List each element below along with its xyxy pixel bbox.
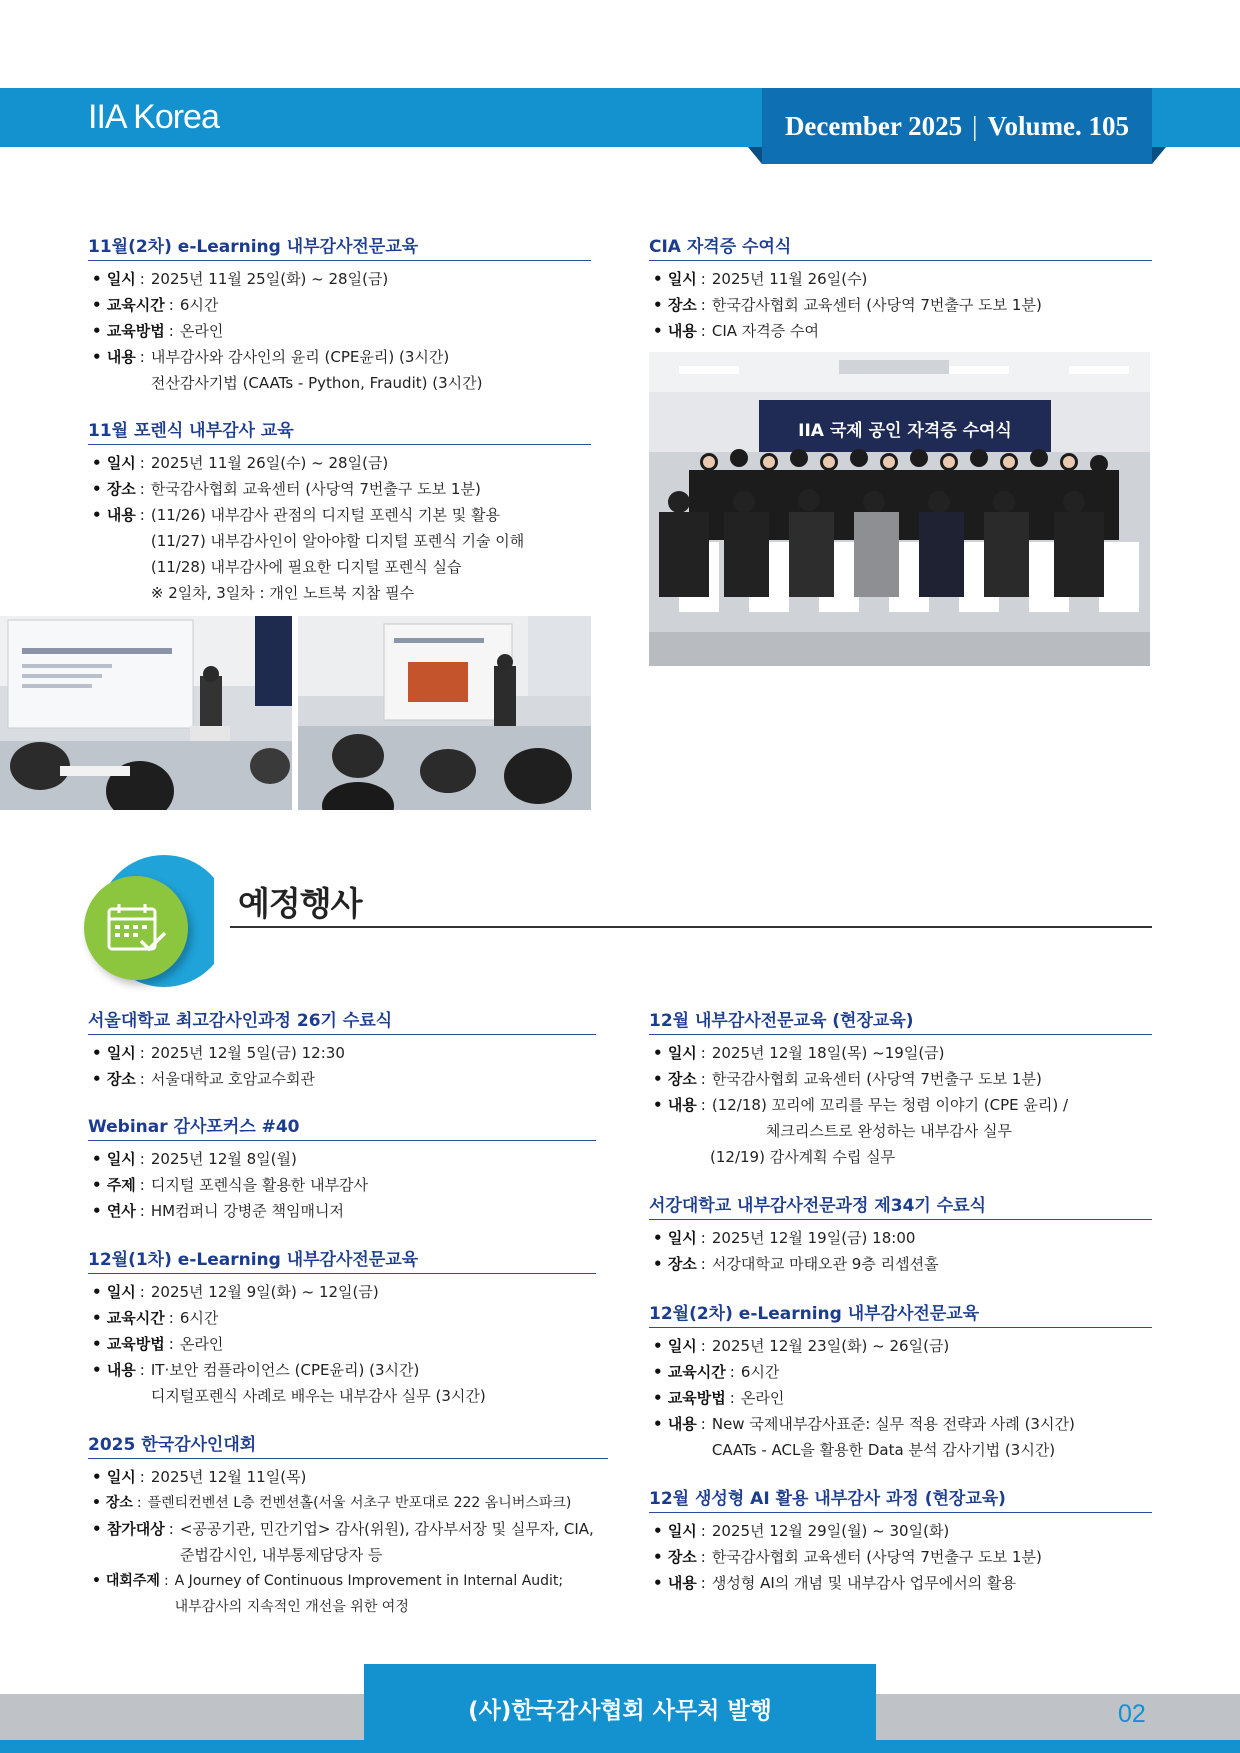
event-title: CIA 자격증 수여식 [649,232,1152,261]
event-row: • 일시 : 2025년 12월 19일(금) 18:00 [649,1225,1152,1251]
event-sogang-graduation [649,1191,1152,1277]
event-elearning-dec2 [649,1299,1152,1463]
row-key: • 교육방법 [92,1331,165,1357]
row-value: 2025년 12월 11일(목) [150,1468,307,1486]
row-value: IT·보안 컴플라이언스 (CPE윤리) (3시간) [150,1361,420,1379]
event-title: 2025 한국감사인대회 [88,1430,608,1459]
row-value: 2025년 12월 18일(목) ~19일(금) [711,1044,945,1062]
row-key: • 일시 [92,1279,136,1305]
row-value: (12/18) 꼬리에 꼬리를 무는 청렴 이야기 (CPE 윤리) / [711,1096,1069,1114]
event-row: • 일시 : 2025년 11월 25일(화) ~ 28일(금) [88,266,591,292]
row-value: 2025년 12월 29일(월) ~ 30일(화) [711,1522,950,1540]
event-row: • 장소 : 플렌티컨벤션 L층 컨벤션홀(서울 서초구 반포대로 222 옴니버스파크) [88,1490,608,1516]
event-row: • 내용 : (11/26) 내부감사 관점의 디지털 포렌식 기본 및 활용 (11/27) 내부감사인이 알아야할 디지털 포렌식 기술 이해 (11/28) 내부감사에 필요한 디지털 포렌식 실습 ※ 2일차, 3일차 : 개인 노트북 지참 필수 [88,502,591,606]
row-value: 내부감사와 감사인의 윤리 (CPE윤리) (3시간) [150,348,450,366]
event-row: • 교육방법 : 온라인 [649,1385,1152,1411]
row-value: 2025년 12월 8일(월) [150,1150,297,1168]
row-value: 6시간 [740,1363,780,1381]
event-row: • 일시 : 2025년 12월 8일(월) [88,1146,596,1172]
publisher-text: (사)한국감사협회 사무처 발행 [468,1698,772,1724]
event-row: • 연사 : HM컴퍼니 강병준 책임매니저 [88,1198,596,1224]
footer-publisher [364,1664,876,1753]
row-key: • 장소 [653,1251,697,1277]
brand-logo-text: IIA Korea [88,98,219,136]
row-note: ※ 2일차, 3일차 : 개인 노트북 지참 필수 [150,584,415,602]
row-key: • 장소 [653,1066,697,1092]
forensic-class-photo-2 [298,616,591,810]
issue-separator: | [972,110,978,141]
event-row: • 일시 : 2025년 12월 5일(금) 12:30 [88,1040,596,1066]
event-snu-graduation [88,1006,596,1092]
cia-banner-text: IIA 국제 공인 자격증 수여식 [798,421,1012,441]
cia-group-photo [649,352,1150,666]
issue-tab-fold-left [748,147,762,164]
row-value: 2025년 12월 5일(금) 12:30 [150,1044,345,1062]
row-key: • 일시 [92,1464,136,1490]
event-row: • 교육시간 : 6시간 [649,1359,1152,1385]
event-row [649,1144,1152,1170]
row-value: 2025년 12월 23일(화) ~ 26일(금) [711,1337,950,1355]
row-value: 한국감사협회 교육센터 (사당역 7번출구 도보 1분) [711,1070,1042,1088]
row-key: • 장소 [92,1066,136,1092]
row-value: New 국제내부감사표준: 실무 적용 전략과 사례 (3시간) [711,1415,1075,1433]
row-value: <공공기관, 민간기업> 감사(위원), 감사부서장 및 실무자, CIA, [179,1520,594,1538]
event-row: • 내용 : New 국제내부감사표준: 실무 적용 전략과 사례 (3시간) CAATs - ACL을 활용한 Data 분석 감사기법 (3시간) [649,1411,1152,1463]
row-key: • 교육시간 [653,1359,726,1385]
row-value: CIA 자격증 수여 [711,322,820,340]
calendar-check-icon [84,876,188,980]
row-key: • 장소 [92,1490,133,1516]
row-value: 생성형 AI의 개념 및 내부감사 업무에서의 활용 [711,1574,1016,1592]
schedule-heading: 예정행사 [238,884,362,923]
row-key: • 교육시간 [92,1305,165,1331]
row-key: • 내용 [653,318,697,344]
row-key: • 일시 [653,266,697,292]
forensic-class-photo-1 [0,616,292,810]
row-value: A Journey of Continuous Improvement in Internal Audit; [174,1573,564,1589]
event-row: • 일시 : 2025년 11월 26일(수) ~ 28일(금) [88,450,591,476]
row-value: 내부감사의 지속적인 개선을 위한 여정 [174,1599,409,1615]
event-title: 12월(1차) e-Learning 내부감사전문교육 [88,1245,596,1274]
event-row: • 일시 : 2025년 12월 23일(화) ~ 26일(금) [649,1333,1152,1359]
event-row: • 주제 : 디지털 포렌식을 활용한 내부감사 [88,1172,596,1198]
event-row: • 교육시간 : 6시간 [88,1305,596,1331]
row-key: • 일시 [653,1333,697,1359]
event-row: • 장소 : 한국감사협회 교육센터 (사당역 7번출구 도보 1분) [88,476,591,502]
event-row: • 장소 : 한국감사협회 교육센터 (사당역 7번출구 도보 1분) [649,1066,1152,1092]
row-value: 플렌티컨벤션 L층 컨벤션홀(서울 서초구 반포대로 222 옴니버스파크) [147,1495,572,1511]
issue-tab-fold-right [1152,147,1166,164]
row-value: 서울대학교 호암교수회관 [150,1070,316,1088]
row-value: 2025년 12월 9일(화) ~ 12일(금) [150,1283,379,1301]
event-genai-course [649,1484,1152,1596]
row-key: • 일시 [92,1146,136,1172]
event-row: • 일시 : 2025년 12월 11일(목) [88,1464,608,1490]
event-title: 11월 포렌식 내부감사 교육 [88,416,591,445]
row-value: 온라인 [740,1389,785,1407]
row-key: • 일시 [653,1040,697,1066]
row-value: HM컴퍼니 강병준 책임매니저 [150,1202,345,1220]
event-row: • 장소 : 한국감사협회 교육센터 (사당역 7번출구 도보 1분) [649,292,1152,318]
page-number: 02 [1118,1700,1146,1728]
row-key: • 내용 [653,1092,697,1144]
row-value: 6시간 [179,296,219,314]
event-title: 서울대학교 최고감사인과정 26기 수료식 [88,1006,596,1035]
row-key: • 장소 [653,292,697,318]
row-key: • 일시 [92,450,136,476]
event-row: • 장소 : 서울대학교 호암교수회관 [88,1066,596,1092]
event-row: • 교육방법 : 온라인 [88,318,591,344]
event-webinar-40 [88,1112,596,1224]
event-row: • 내용 : IT·보안 컴플라이언스 (CPE윤리) (3시간) 디지털포렌식 사례로 배우는 내부감사 실무 (3시간) [88,1357,596,1409]
event-title: 12월 생성형 AI 활용 내부감사 과정 (현장교육) [649,1484,1152,1513]
event-row: • 일시 : 2025년 12월 18일(목) ~19일(금) [649,1040,1152,1066]
event-row: • 교육시간 : 6시간 [88,292,591,318]
issue-tab [762,88,1152,164]
row-value: 서강대학교 마태오관 9층 리셉션홀 [711,1255,939,1273]
row-key: • 대회주제 [92,1568,160,1620]
event-row: • 일시 : 2025년 12월 29일(월) ~ 30일(화) [649,1518,1152,1544]
row-value: CAATs - ACL을 활용한 Data 분석 감사기법 (3시간) [711,1441,1056,1459]
row-value: 한국감사협회 교육센터 (사당역 7번출구 도보 1분) [711,296,1042,314]
event-row: • 내용 : CIA 자격증 수여 [649,318,1152,344]
row-key: • 내용 [92,1357,136,1409]
row-value: (11/27) 내부감사인이 알아야할 디지털 포렌식 기술 이해 [150,532,525,550]
event-title: Webinar 감사포커스 #40 [88,1112,596,1141]
row-value: 2025년 12월 19일(금) 18:00 [711,1229,916,1247]
event-onsite-dec [649,1006,1152,1170]
event-elearning-dec1 [88,1245,596,1409]
issue-month: December 2025 [784,110,963,141]
row-key: • 교육방법 [92,318,165,344]
row-value: (11/26) 내부감사 관점의 디지털 포렌식 기본 및 활용 [150,506,500,524]
event-row: • 내용 : 생성형 AI의 개념 및 내부감사 업무에서의 활용 [649,1570,1152,1596]
event-row: • 일시 : 2025년 11월 26일(수) [649,266,1152,292]
event-title: 12월(2차) e-Learning 내부감사전문교육 [649,1299,1152,1328]
event-title: 서강대학교 내부감사전문과정 제34기 수료식 [649,1191,1152,1220]
row-key: • 주제 [92,1172,136,1198]
event-row: • 장소 : 서강대학교 마태오관 9층 리셉션홀 [649,1251,1152,1277]
row-value: 한국감사협회 교육센터 (사당역 7번출구 도보 1분) [150,480,481,498]
row-key: • 내용 [653,1411,697,1463]
row-key: • 내용 [92,344,136,396]
event-cia-ceremony [649,232,1152,344]
row-key: • 일시 [653,1518,697,1544]
row-value: 6시간 [179,1309,219,1327]
event-row: • 일시 : 2025년 12월 9일(화) ~ 12일(금) [88,1279,596,1305]
row-key: • 일시 [653,1225,697,1251]
event-row: • 장소 : 한국감사협회 교육센터 (사당역 7번출구 도보 1분) [649,1544,1152,1570]
row-value: 2025년 11월 26일(수) ~ 28일(금) [150,454,389,472]
event-row: • 내용 : 내부감사와 감사인의 윤리 (CPE윤리) (3시간) 전산감사기법 (CAATs - Python, Fraudit) (3시간) [88,344,591,396]
row-key: • 일시 [92,266,136,292]
row-value: 2025년 11월 26일(수) [711,270,868,288]
issue-volume: Volume. 105 [987,110,1130,141]
event-elearning-nov2 [88,232,591,396]
row-value: 전산감사기법 (CAATs - Python, Fraudit) (3시간) [150,374,483,392]
row-key: • 장소 [653,1544,697,1570]
event-title: 12월 내부감사전문교육 (현장교육) [649,1006,1152,1035]
row-key: • 참가대상 [92,1516,165,1568]
event-row: • 대회주제 : A Journey of Continuous Improvement in Internal Audit; 내부감사의 지속적인 개선을 위한 여정 [88,1568,608,1620]
row-key: • 장소 [92,476,136,502]
schedule-divider [230,926,1152,928]
row-key: • 교육방법 [653,1385,726,1411]
row-key: • 교육시간 [92,292,165,318]
row-value: 체크리스트로 완성하는 내부감사 실무 [765,1122,1013,1140]
row-key: • 내용 [92,502,136,606]
row-value: 온라인 [179,1335,224,1353]
row-value: 준법감시인, 내부통제담당자 등 [179,1546,383,1564]
row-value: 한국감사협회 교육센터 (사당역 7번출구 도보 1분) [711,1548,1042,1566]
event-forensic-nov [88,416,591,606]
row-key: • 내용 [653,1570,697,1596]
row-value: 온라인 [179,322,224,340]
event-title: 11월(2차) e-Learning 내부감사전문교육 [88,232,591,261]
row-value: 디지털포렌식 사례로 배우는 내부감사 실무 (3시간) [150,1387,486,1405]
event-row: • 내용 : (12/18) 꼬리에 꼬리를 무는 청렴 이야기 (CPE 윤리) / 체크리스트로 완성하는 내부감사 실무 [649,1092,1152,1144]
row-value: (12/19) 감사계획 수립 실무 [710,1148,896,1166]
row-value: 디지털 포렌식을 활용한 내부감사 [150,1176,369,1194]
row-key: • 연사 [92,1198,136,1224]
row-value: 2025년 11월 25일(화) ~ 28일(금) [150,270,389,288]
event-auditor-conference [88,1430,608,1620]
row-value: (11/28) 내부감사에 필요한 디지털 포렌식 실습 [150,558,462,576]
event-row: • 교육방법 : 온라인 [88,1331,596,1357]
event-row: • 참가대상 : <공공기관, 민간기업> 감사(위원), 감사부서장 및 실무자, CIA, 준법감시인, 내부통제담당자 등 [88,1516,608,1568]
row-key: • 일시 [92,1040,136,1066]
